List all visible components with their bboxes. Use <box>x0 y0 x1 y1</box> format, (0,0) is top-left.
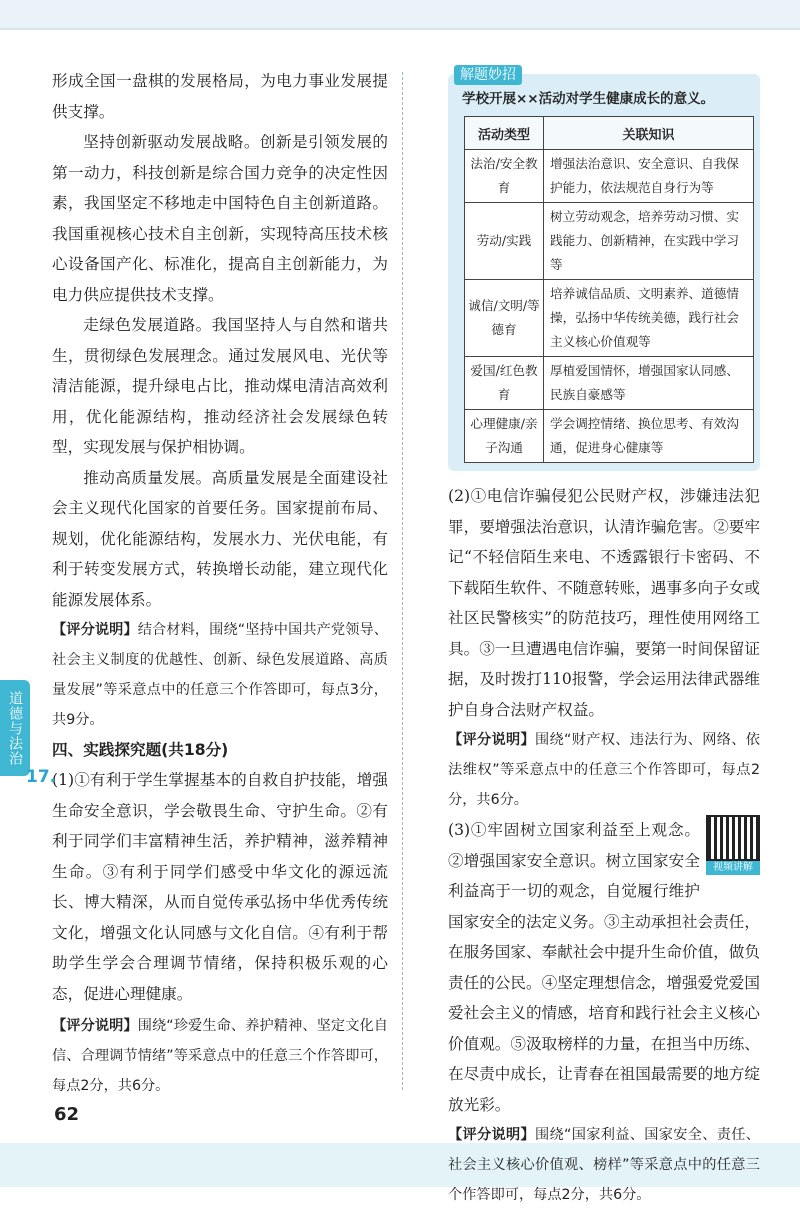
table-cell-type: 劳动/实践 <box>465 203 544 280</box>
activity-table <box>464 116 754 463</box>
scoring-note-4-tag: 【评分说明】 <box>448 1127 536 1143</box>
table-cell-type: 心理健康/亲子沟通 <box>465 410 544 463</box>
column-divider <box>402 72 403 1090</box>
table-cell-type: 诚信/文明/等德育 <box>465 280 544 357</box>
scoring-note-3-tag: 【评分说明】 <box>448 732 536 748</box>
scoring-note-1-tag: 【评分说明】 <box>52 622 138 638</box>
table-cell-knowledge: 厚植爱国情怀，增强国家认同感、民族自豪感等 <box>544 357 754 410</box>
page-number: 62 <box>54 1104 80 1125</box>
paragraph-innovation-head: 坚持创新驱动发展战略。 <box>83 133 260 151</box>
table-row <box>465 357 754 410</box>
scoring-note-3-text: 围绕“财产权、违法行为、网络、依法维权”等采意点中的任意三个作答即可，每点2分，共6分。 <box>448 732 760 808</box>
paragraph-1: 形成全国一盘棋的发展格局，为电力事业发展提供支撑。 <box>52 72 388 121</box>
question-17-number: 17. <box>26 767 57 787</box>
paragraph-quality-head: 推动高质量发展。 <box>83 468 212 487</box>
qr-code-video[interactable] <box>706 815 760 875</box>
paragraph-green-head: 走绿色发展道路。 <box>83 316 212 334</box>
table-header-row <box>465 117 754 150</box>
paragraph-innovation-body: 创新是引领发展的第一动力，科技创新是综合国力竞争的决定性因素，我国坚定不移地走中国特色自主创新道路。我国重视核心技术自主创新，实现特高压技术核心设备国产化、标准化，提高自主创新能力，为电力供应提供技术支撑。 <box>52 133 388 304</box>
top-band <box>0 0 800 30</box>
table-cell-type: 法治/安全教育 <box>465 150 544 203</box>
scoring-note-4 <box>448 1120 760 1210</box>
scoring-note-2-tag: 【评分说明】 <box>52 1018 138 1034</box>
table-header-knowledge: 关联知识 <box>544 117 754 150</box>
paragraph-quality <box>52 463 388 616</box>
table-row <box>465 410 754 463</box>
tip-box <box>448 67 760 471</box>
question-17-part-3: (3)①牢固树立国家利益至上观念。②增强国家安全意识。树立国家安全利益高于一切的观念，自觉履行维护国家安全的法定义务。③主动承担社会责任，在服务国家、奉献社会中提升生命价值，做负责任的公民。④坚定理想信念，增强爱党爱国爱社会主义的情感，培育和践行社会主义核心价值观。⑤汲取榜样的力量，在担当中历练、在尽责中成长，让青春在祖国最需要的地方绽放光彩。 <box>448 821 760 1114</box>
table-row <box>465 150 754 203</box>
scoring-note-2 <box>52 1011 388 1101</box>
table-header-type: 活动类型 <box>465 117 544 150</box>
table-cell-knowledge: 树立劳动观念，培养劳动习惯、实践能力、创新精神，在实践中学习等 <box>544 203 754 280</box>
scoring-note-1-text: 结合材料，围绕“坚持中国共产党领导、社会主义制度的优越性、创新、绿色发展道路、高质量发展”等采意点中的任意三个作答即可，每点3分，共9分。 <box>52 622 388 728</box>
question-17-part-2: (2)①电信诈骗侵犯公民财产权，涉嫌违法犯罪，要增强法治意识，认清诈骗危害。②要牢记“不轻信陌生来电、不透露银行卡密码、不下载陌生软件、不随意转账，遇事多向子女或社区民警核实”的防范技巧，理性使用网络工具。③一旦遭遇电信诈骗，要第一时间保留证据，及时拨打110报警，学会运用法律武器维护自身合法财产权益。 <box>448 487 760 719</box>
table-row <box>465 280 754 357</box>
scoring-note-3 <box>448 725 760 815</box>
tip-label: 解题妙招 <box>454 65 522 85</box>
tip-question: 学校开展××活动对学生健康成长的意义。 <box>462 91 715 107</box>
table-row <box>465 203 754 280</box>
scoring-note-1 <box>52 615 388 735</box>
paragraph-quality-body: 高质量发展是全面建设社会主义现代化国家的首要任务。国家提前布局、规划，优化能源结构，发展水力、光伏电能，有利于转变发展方式，转换增长动能，建立现代化能源发展体系。 <box>52 468 388 609</box>
side-tab-subject: 道德与法治 <box>0 680 30 776</box>
table-cell-knowledge: 增强法治意识、安全意识、自我保护能力，依法规范自身行为等 <box>544 150 754 203</box>
paragraph-green <box>52 310 388 463</box>
left-column <box>26 66 388 1101</box>
scoring-note-2-text: 围绕“珍爱生命、养护精神、坚定文化自信、合理调节情绪”等采意点中的任意三个作答即可，每点2分，共6分。 <box>52 1018 388 1094</box>
paragraph-green-body: 我国坚持人与自然和谐共生，贯彻绿色发展理念。通过发展风电、光伏等清洁能源，提升绿电占比，推动煤电清洁高效利用，优化能源结构，推动经济社会发展绿色转型，实现发展与保护相协调。 <box>52 316 388 456</box>
section-title: 四、实践探究题(共18分) <box>52 741 229 759</box>
paragraph-innovation <box>52 127 388 310</box>
question-17-part-1: (1)①有利于学生掌握基本的自救自护技能，增强生命安全意识，学会敬畏生命、守护生命。②有利于同学们丰富精神生活，养护精神，滋养精神生命。③有利于同学们感受中华文化的源远流长、博大精深，从而自觉传承弘扬中华优秀传统文化，增强文化认同感与文化自信。④有利于帮助学生学会合理调节情绪，保持积极乐观的心态，促进心理健康。 <box>52 771 388 1003</box>
right-column <box>448 66 760 1210</box>
qr-code-icon <box>706 815 760 861</box>
table-cell-knowledge: 学会调控情绪、换位思考、有效沟通，促进身心健康等 <box>544 410 754 463</box>
table-cell-type: 爱国/红色教育 <box>465 357 544 410</box>
qr-caption: 视频讲解 <box>706 861 760 875</box>
table-cell-knowledge: 培养诚信品质、文明素养、道德情操，弘扬中华传统美德，践行社会主义核心价值观等 <box>544 280 754 357</box>
scoring-note-4-text: 围绕“国家利益、国家安全、责任、社会主义核心价值观、榜样”等采意点中的任意三个作答即可，每点2分，共6分。 <box>448 1127 760 1203</box>
